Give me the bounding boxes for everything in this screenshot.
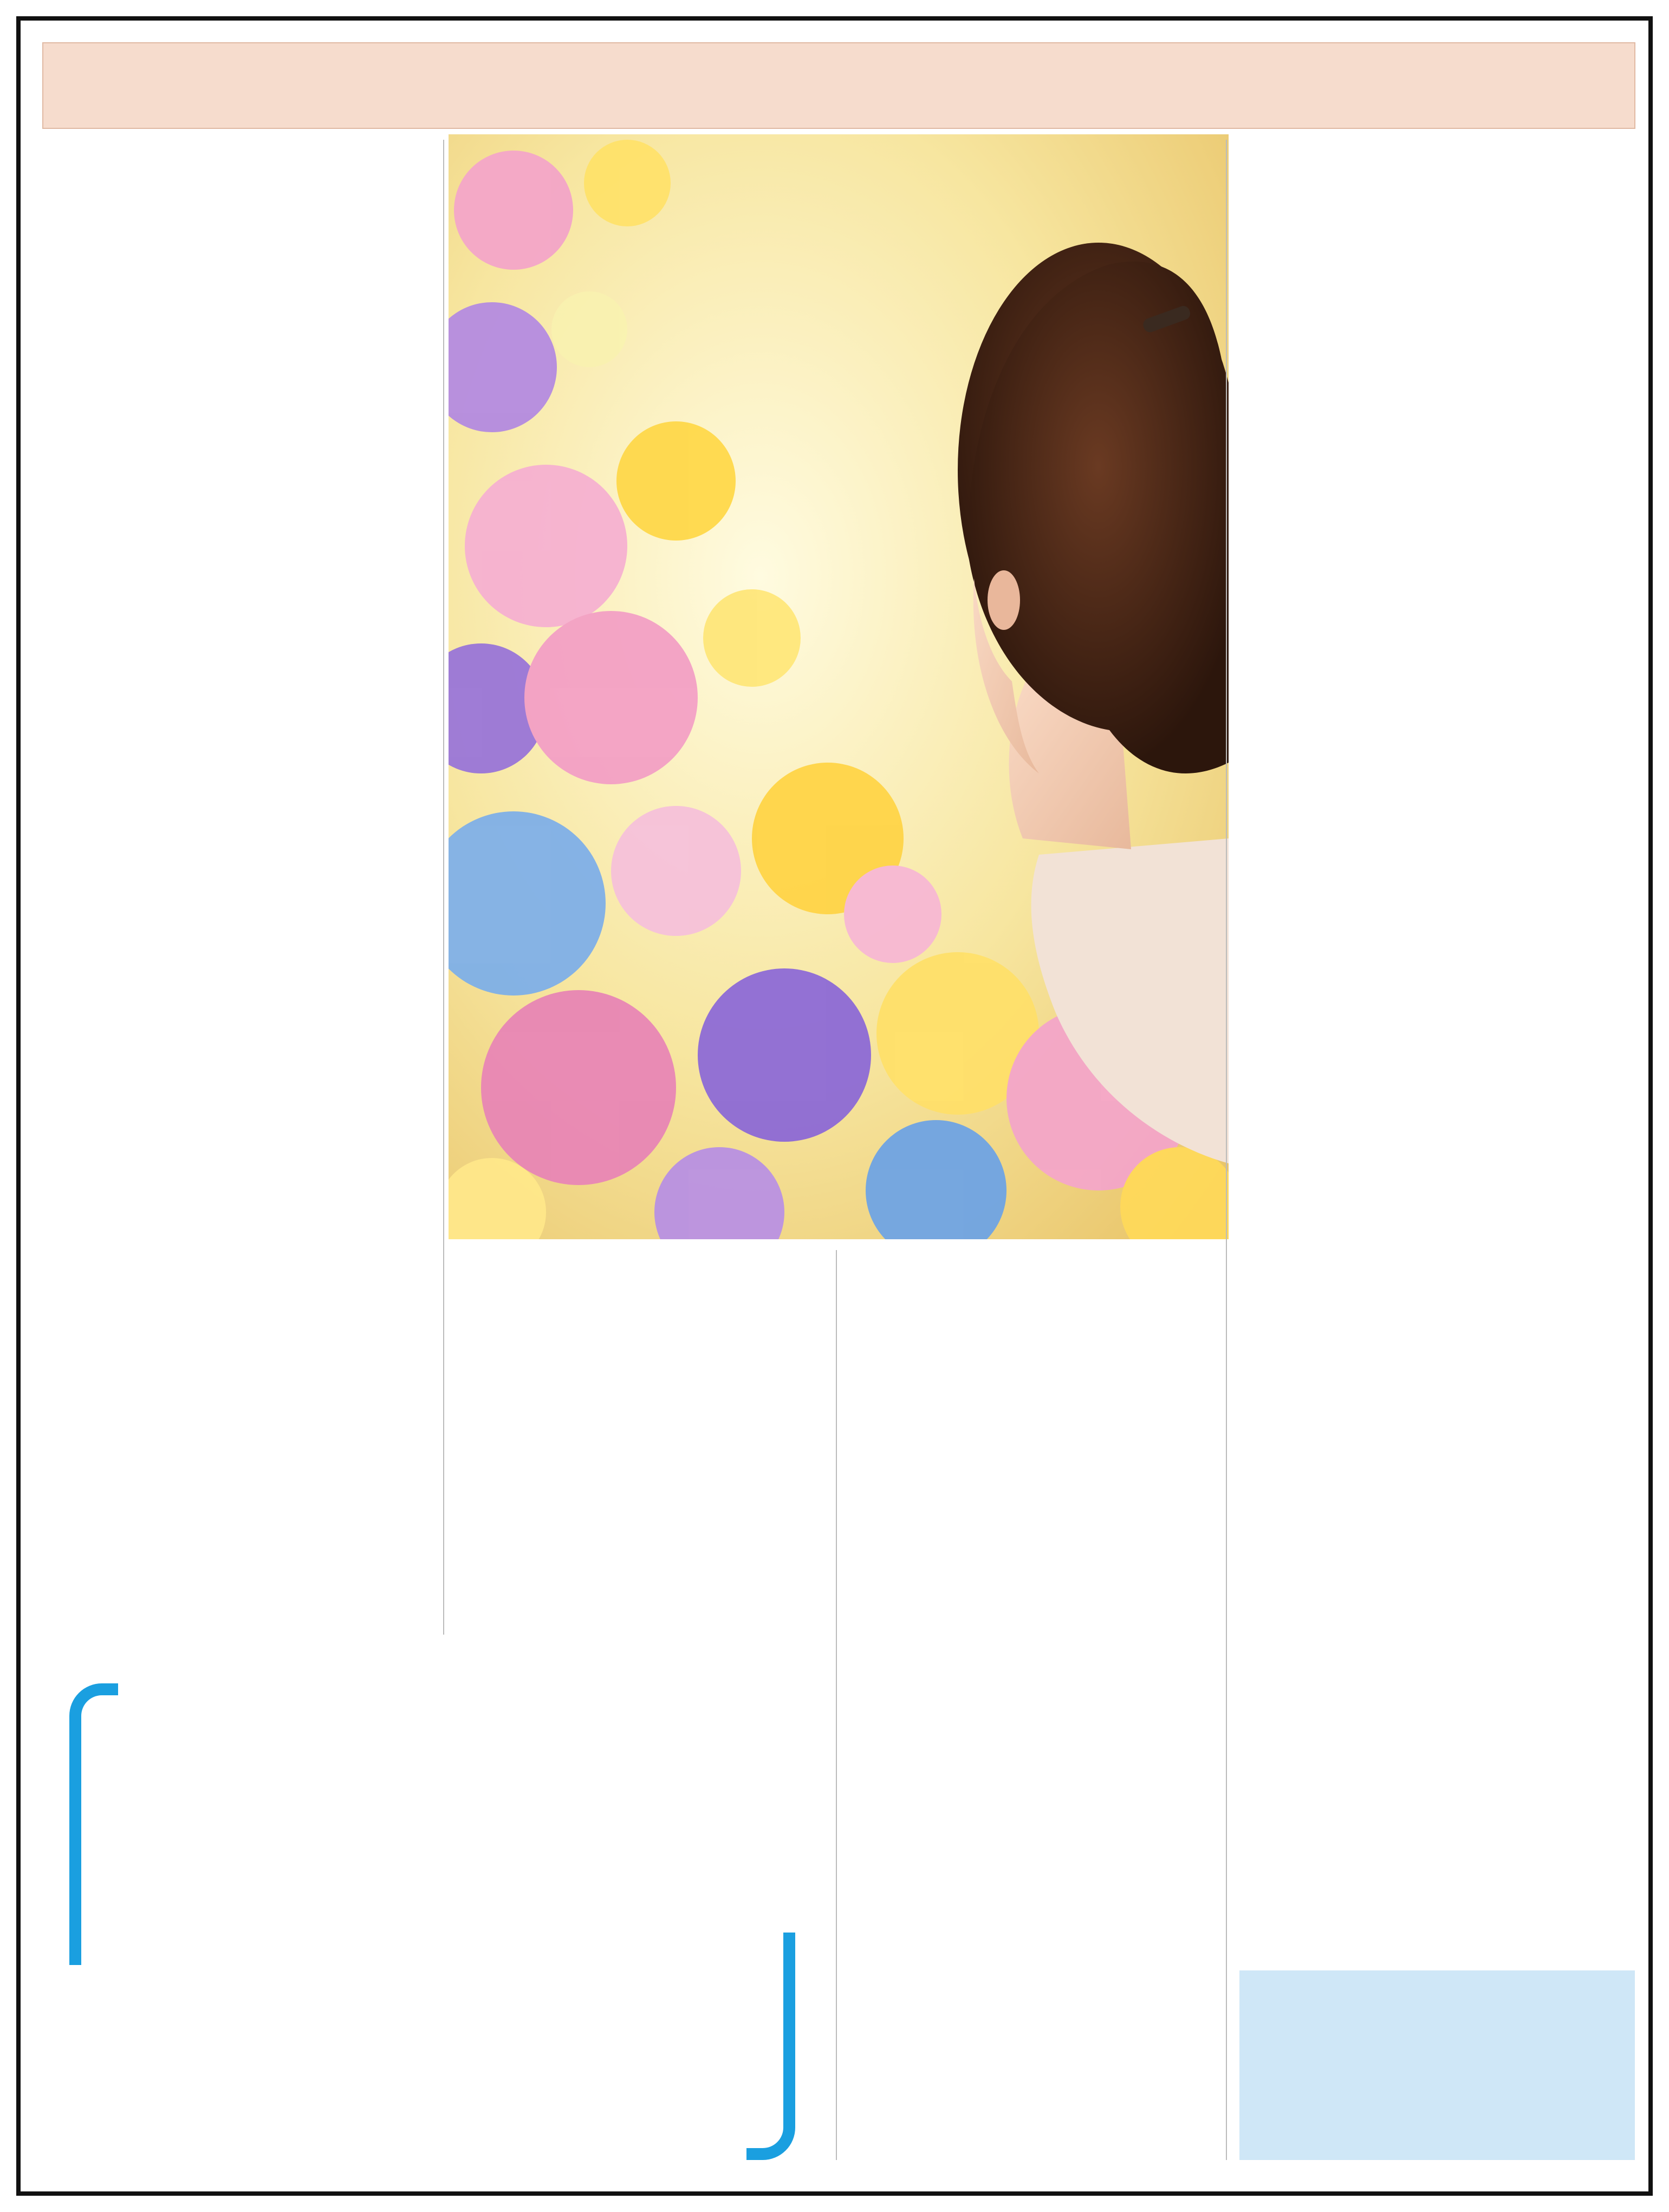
column-divider [443,140,444,1635]
series-intro-banner [42,42,1635,129]
column-divider [1226,140,1227,2160]
quote-bracket-left [69,1683,118,1965]
column-divider [836,1250,837,2160]
author-note-box [1239,1970,1635,2160]
hero-illustration [449,134,1229,1239]
magazine-page [16,16,1653,2196]
column-3 [844,1250,1218,2160]
quote-bracket-right [746,1933,795,2160]
column-1 [48,140,438,1624]
flowers-woman-artwork [449,134,1229,1239]
column-4 [1234,140,1635,2019]
pull-quote [69,1683,795,2160]
